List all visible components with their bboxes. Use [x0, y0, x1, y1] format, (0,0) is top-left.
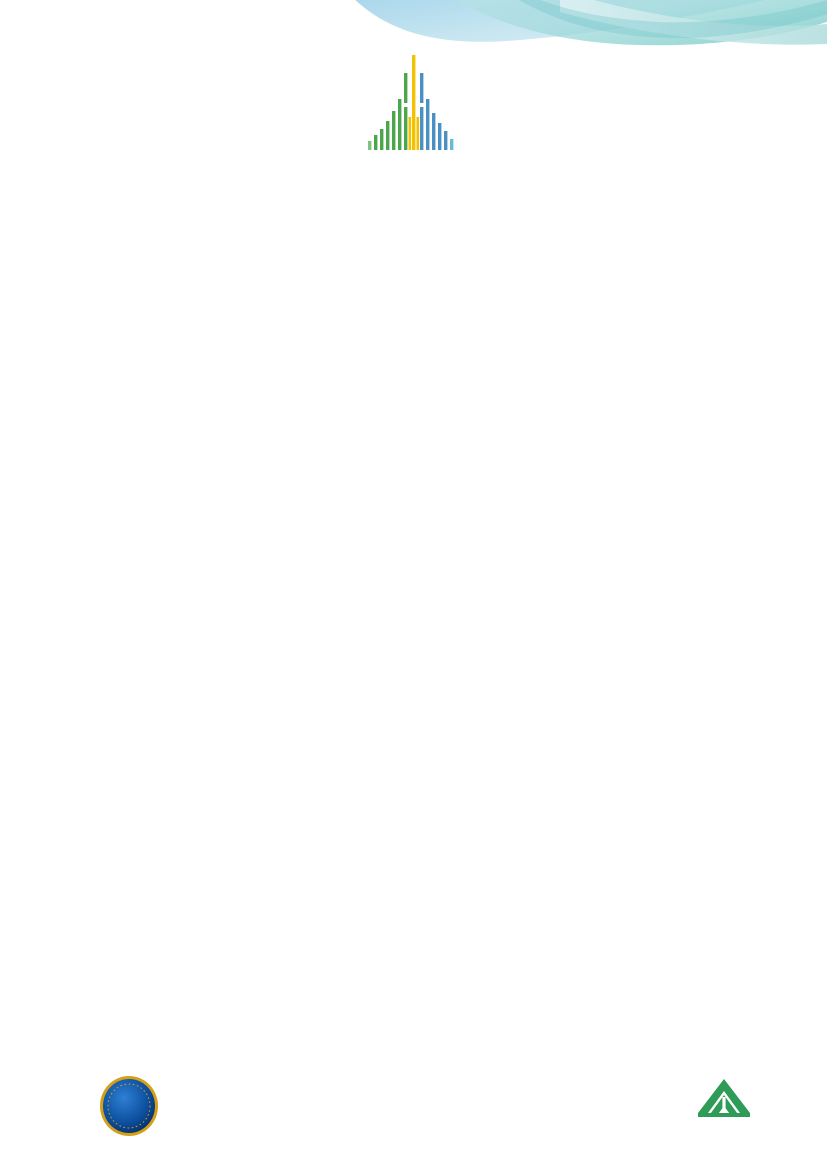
tsne-scatter-svg	[70, 196, 760, 496]
eaa-logo	[98, 1075, 160, 1137]
page-footer	[0, 1057, 827, 1169]
figure-2-tsne-plots	[70, 196, 760, 496]
forum-acusticum-logo	[0, 55, 827, 188]
wave-svg	[0, 0, 827, 62]
logo-bars-icon	[0, 55, 827, 150]
acknowledgments-heading	[76, 575, 401, 590]
logo-wordmark	[0, 154, 827, 188]
references-heading	[76, 608, 401, 623]
header-decorative-wave	[0, 0, 827, 62]
body-two-column-layout	[76, 575, 752, 1035]
right-column	[427, 575, 752, 585]
left-column	[76, 575, 401, 632]
aia-logo	[684, 1073, 764, 1139]
